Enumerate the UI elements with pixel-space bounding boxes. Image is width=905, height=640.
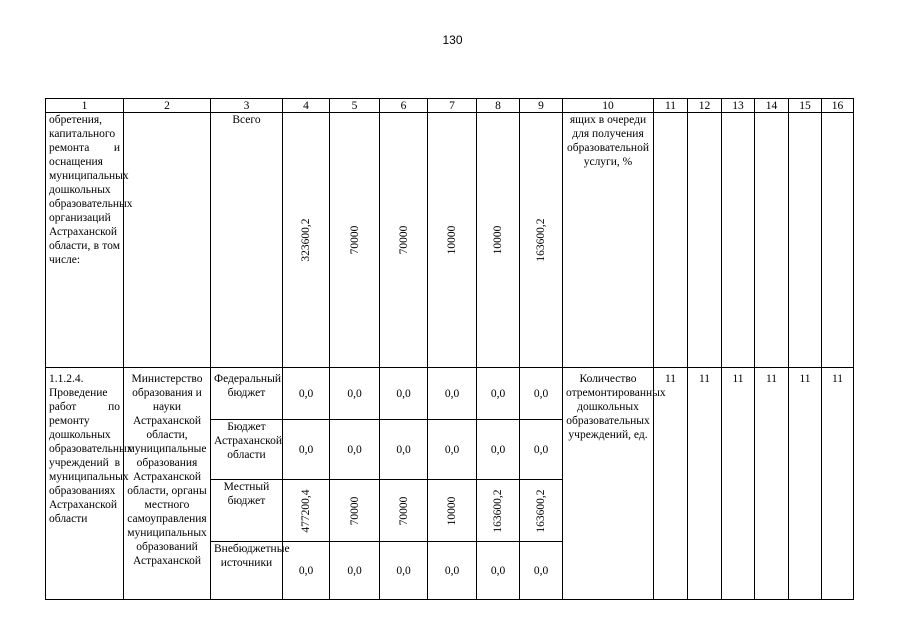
value-text: 70000: [397, 225, 410, 255]
value-cell: 0,0: [520, 368, 563, 420]
indicator-cell: ящих в очереди для получения образовательной услуги, %: [563, 113, 654, 368]
value-cell: 0,0: [330, 368, 380, 420]
indicator-cell: Количество отремонтированных дошкольных образовательных учреждений, ед.: [563, 368, 654, 600]
col-header: 7: [428, 99, 477, 113]
value-text: 323600,2: [300, 218, 312, 262]
funding-source: Федеральный бюджет: [211, 368, 283, 420]
funding-source: Местный бюджет: [211, 480, 283, 542]
col-header: 11: [654, 99, 688, 113]
target-cell: [654, 113, 688, 368]
funding-source: Бюджет Астраханской области: [211, 420, 283, 480]
value-cell: [477, 480, 520, 542]
executor-cell: [124, 113, 211, 368]
value-text: 163600,2: [535, 488, 547, 533]
table-row: [46, 113, 854, 368]
funding-source: Внебюджетные источники: [211, 542, 283, 600]
value-cell: [477, 113, 520, 368]
target-cell: [722, 113, 755, 368]
value-text: 163600,2: [492, 488, 504, 533]
value-cell: [520, 480, 563, 542]
table-row: [46, 368, 854, 420]
col-header: 4: [283, 99, 330, 113]
target-cell: 11: [654, 368, 688, 600]
value-cell: 0,0: [477, 420, 520, 480]
value-cell: 0,0: [380, 420, 428, 480]
value-cell: [330, 480, 380, 542]
page-number: 130: [442, 33, 463, 47]
measure-name: 1.1.2.4. Проведение работ по ремонту дошкольных образовательных учреждений в муниципальных образованиях Астраханской области: [46, 368, 124, 600]
value-cell: 0,0: [520, 420, 563, 480]
value-cell: [380, 480, 428, 542]
value-cell: [330, 113, 380, 368]
col-header: 12: [688, 99, 722, 113]
measure-name-cont: обретения, капитального ремонта и оснащения муниципальных дошкольных образовательных организаций Астраханской области, в том числе:: [46, 113, 124, 368]
value-cell: 0,0: [428, 368, 477, 420]
value-cell: 0,0: [520, 542, 563, 600]
value-text: 10000: [446, 496, 458, 525]
value-cell: 0,0: [330, 542, 380, 600]
value-cell: [283, 480, 330, 542]
value-text: 70000: [348, 496, 361, 525]
target-cell: 11: [822, 368, 854, 600]
value-cell: 0,0: [428, 420, 477, 480]
value-cell: 0,0: [477, 542, 520, 600]
value-text: 477200,4: [300, 488, 312, 533]
value-cell: [428, 480, 477, 542]
col-header: 8: [477, 99, 520, 113]
col-header: 1: [46, 99, 124, 113]
program-table: [45, 98, 854, 600]
target-cell: [688, 113, 722, 368]
value-cell: 0,0: [428, 542, 477, 600]
target-cell: 11: [688, 368, 722, 600]
col-header: 14: [755, 99, 789, 113]
value-cell: 0,0: [283, 420, 330, 480]
value-cell: 0,0: [380, 368, 428, 420]
value-cell: 0,0: [477, 368, 520, 420]
value-cell: 0,0: [283, 368, 330, 420]
value-text: 10000: [446, 225, 458, 255]
value-cell: 0,0: [330, 420, 380, 480]
target-cell: 11: [789, 368, 822, 600]
value-cell: [520, 113, 563, 368]
col-header: 5: [330, 99, 380, 113]
target-cell: 11: [755, 368, 789, 600]
col-header: 2: [124, 99, 211, 113]
value-text: 70000: [348, 225, 361, 255]
value-cell: [283, 113, 330, 368]
target-cell: [755, 113, 789, 368]
col-header: 6: [380, 99, 428, 113]
header-row: [46, 99, 854, 113]
value-text: 70000: [397, 496, 410, 525]
value-cell: 0,0: [283, 542, 330, 600]
col-header: 10: [563, 99, 654, 113]
value-cell: 0,0: [380, 542, 428, 600]
value-text: 10000: [492, 225, 504, 255]
target-cell: [789, 113, 822, 368]
col-header: 9: [520, 99, 563, 113]
value-text: 163600,2: [535, 218, 547, 262]
col-header: 15: [789, 99, 822, 113]
executor-cell: Министерство образования и науки Астраханской области, муниципальные образования Астраханской области, органы местного самоуправления муниципальных образований Астраханской: [124, 368, 211, 600]
value-cell: [380, 113, 428, 368]
col-header: 3: [211, 99, 283, 113]
col-header: 16: [822, 99, 854, 113]
funding-source: Всего: [211, 113, 283, 368]
value-cell: [428, 113, 477, 368]
target-cell: 11: [722, 368, 755, 600]
col-header: 13: [722, 99, 755, 113]
target-cell: [822, 113, 854, 368]
